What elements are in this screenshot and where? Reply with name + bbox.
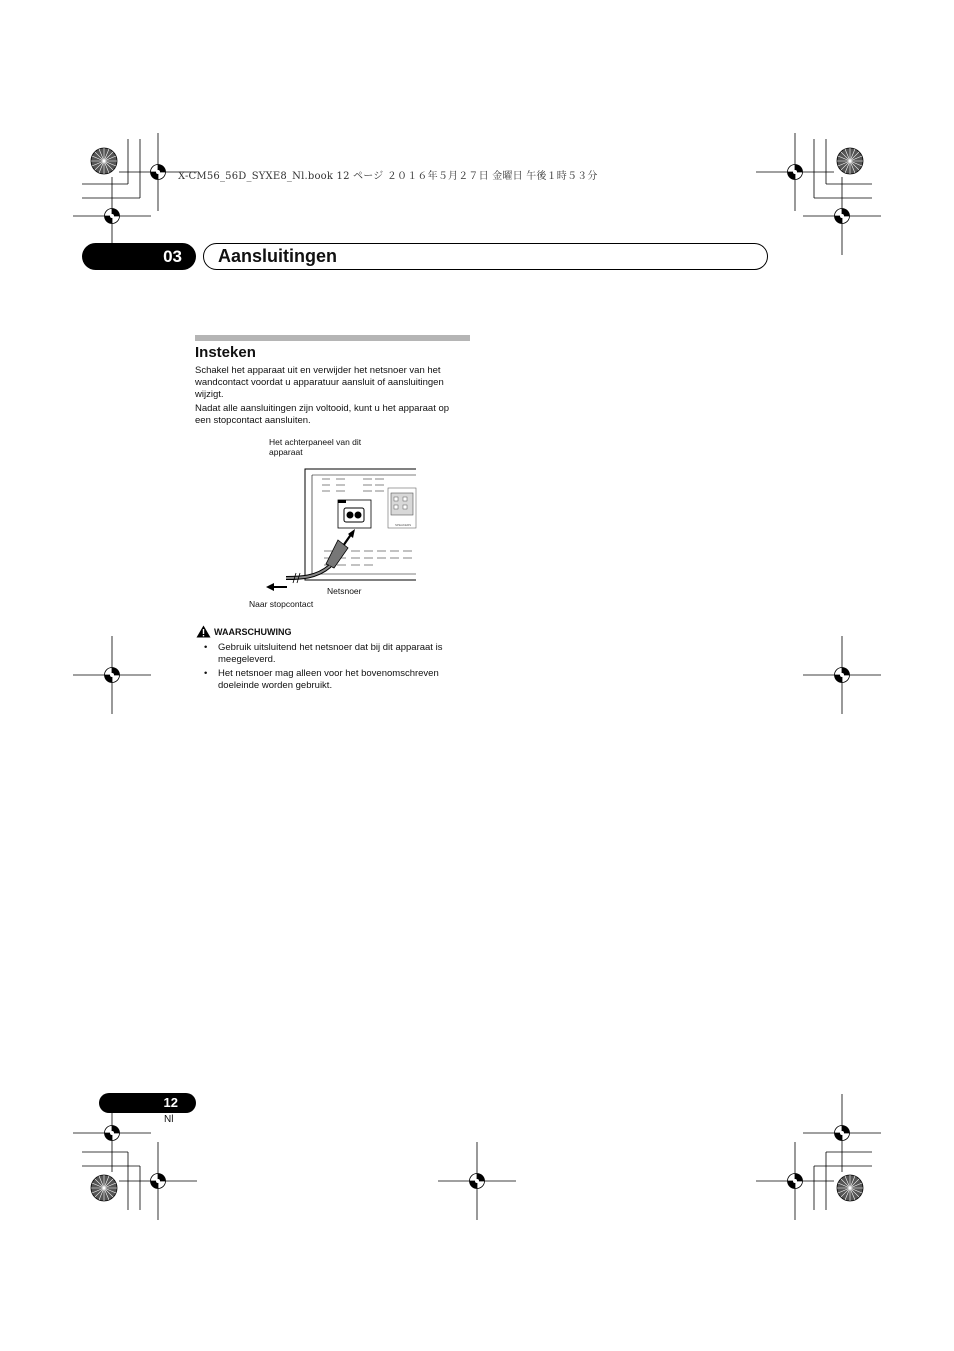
list-item	[195, 642, 471, 666]
bullet: •	[204, 668, 208, 679]
chapter-number: 03	[82, 243, 196, 270]
intro-paragraph-1	[195, 365, 471, 401]
print-header: X-CM56_56D_SYXE8_Nl.book 12 ページ ２０１６年５月２７日 金曜日 午後１時５３分	[178, 171, 598, 182]
section-divider	[195, 335, 470, 341]
language-code: Nl	[164, 1114, 174, 1125]
rear-panel-label	[269, 437, 361, 457]
text-line: Het netsnoer mag alleen voor het bovenomschreven	[218, 668, 439, 679]
terminal-label: SPEAKERS	[395, 523, 412, 527]
text-line: Schakel het apparaat uit en verwijder het netsnoer van het	[195, 365, 441, 376]
text-line: Gebruik uitsluitend het netsnoer dat bij dit apparaat is	[218, 642, 443, 653]
rear-panel-diagram	[255, 462, 420, 592]
page-number: 12	[99, 1093, 196, 1113]
text-line: wijzigt.	[195, 389, 224, 400]
warning-list	[195, 642, 471, 694]
power-cord-label: Netsnoer	[327, 586, 362, 596]
text-line: een stopcontact aansluiten.	[195, 415, 311, 426]
intro-paragraph-2	[195, 403, 471, 427]
text-line: wandcontact voordat u apparatuur aansluit of aansluitingen	[195, 377, 444, 388]
warning-title	[196, 625, 292, 638]
warning-triangle-icon	[196, 625, 211, 638]
bullet: •	[204, 642, 208, 653]
label-line: Het achterpaneel van dit	[269, 437, 362, 447]
label-line: apparaat	[269, 447, 303, 457]
chapter-title: Aansluitingen	[203, 243, 768, 270]
warning-title-text: WAARSCHUWING	[214, 626, 292, 637]
text-line: Nadat alle aansluitingen zijn voltooid, kunt u het apparaat op	[195, 403, 450, 414]
section-heading: Insteken	[195, 344, 256, 361]
text-line: doeleinde worden gebruikt.	[218, 680, 333, 691]
outlet-label: Naar stopcontact	[249, 599, 314, 609]
list-item	[195, 668, 471, 692]
text-line: meegeleverd.	[218, 654, 276, 665]
